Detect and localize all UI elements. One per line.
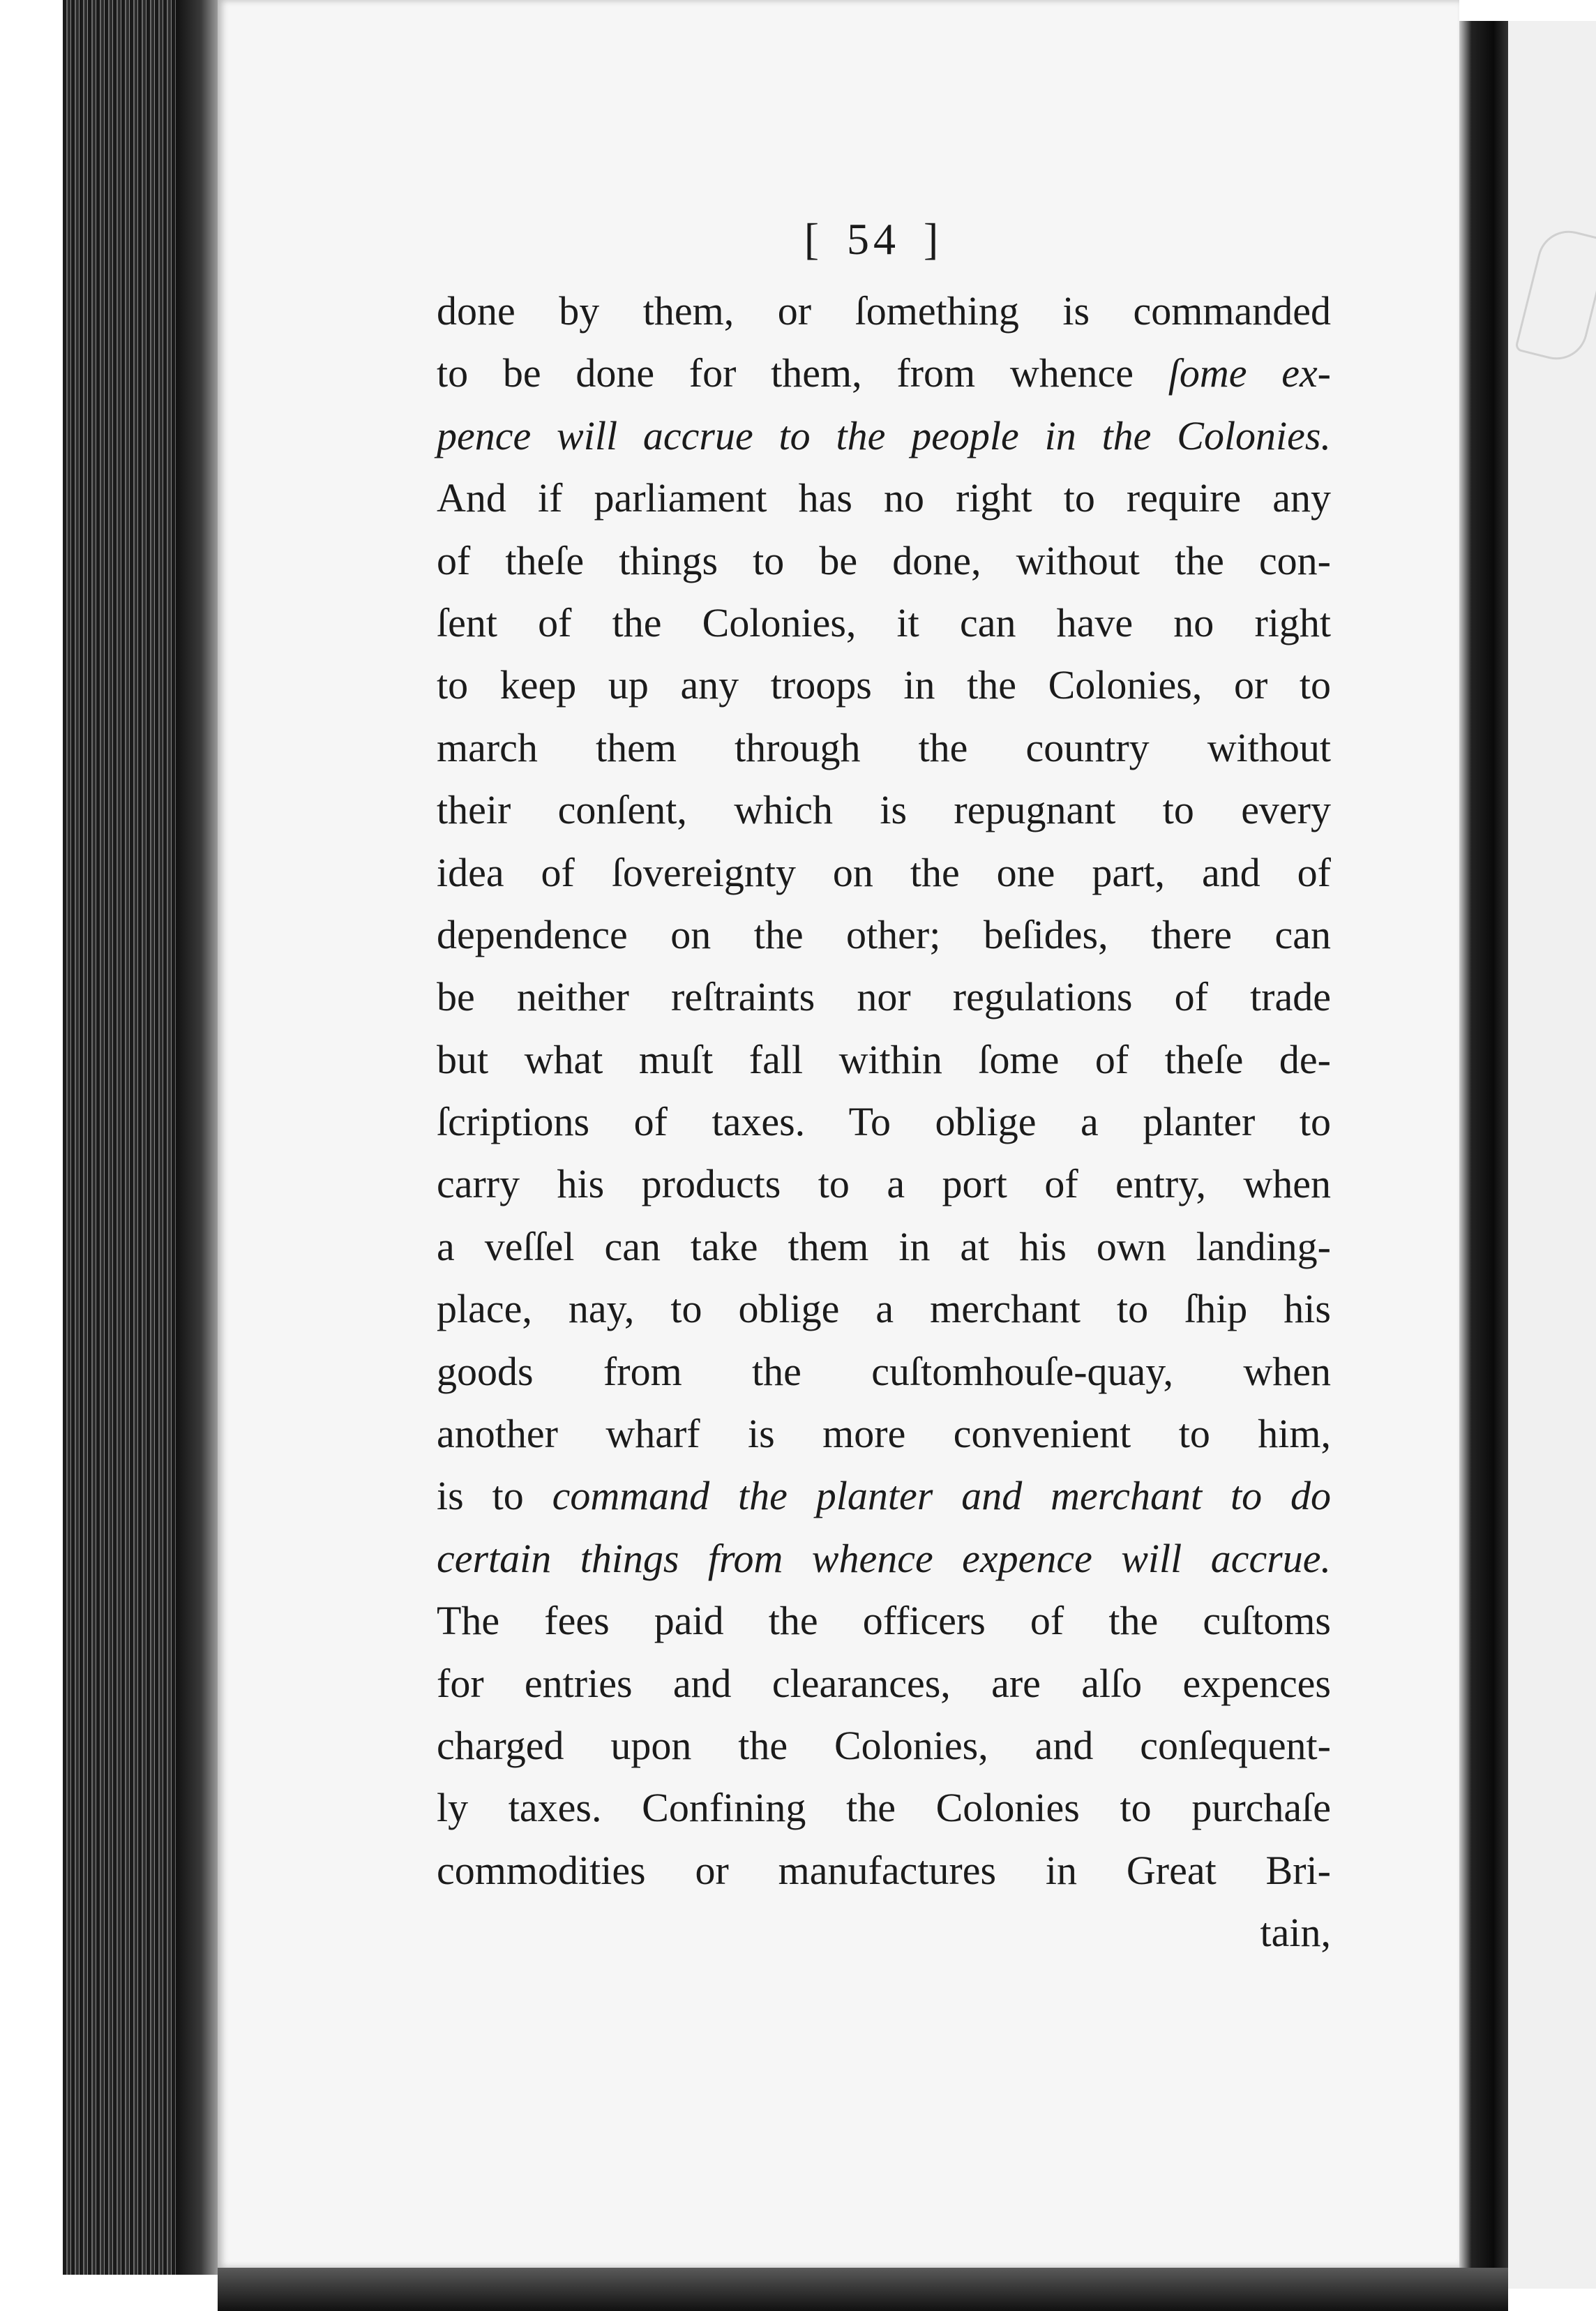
header-left-bracket: [ — [804, 214, 823, 264]
text-line — [437, 405, 1331, 467]
text-line — [437, 1216, 1331, 1278]
text-run: carry his products to a port of entry, when — [437, 1161, 1331, 1207]
text-run: charged upon the Colonies, and conſequent- — [437, 1722, 1331, 1768]
text-line — [437, 1652, 1331, 1714]
text-line — [437, 966, 1331, 1028]
page-header — [416, 199, 1331, 280]
text-run: The fees paid the officers of the cuſtoms — [437, 1598, 1331, 1644]
text-line — [437, 1901, 1331, 1964]
text-line — [437, 1029, 1331, 1091]
text-line — [437, 1839, 1331, 1901]
text-run: be neither reſtraints nor regulations of trade — [437, 974, 1331, 1020]
bottom-shadow — [218, 2268, 1508, 2311]
page-number: 54 — [847, 214, 900, 264]
text-line — [437, 842, 1331, 904]
text-line — [437, 1590, 1331, 1652]
text-run: ly taxes. Confining the Colonies to purchaſe — [437, 1785, 1331, 1831]
book-page-edges — [63, 0, 218, 2275]
text-line — [437, 717, 1331, 779]
facing-page-edge — [1508, 21, 1596, 2289]
text-run: another wharf is more convenient to him, — [437, 1411, 1331, 1457]
text-run: for entries and clearances, are alſo expences — [437, 1660, 1331, 1706]
text-run: commodities or manufactures in Great Bri- — [437, 1847, 1331, 1893]
text-line — [437, 654, 1331, 716]
text-run: their conſent, which is repugnant to every — [437, 787, 1331, 833]
text-run: goods from the cuſtomhouſe-quay, when — [437, 1348, 1331, 1394]
text-line — [437, 904, 1331, 966]
text-line — [437, 1403, 1331, 1465]
text-run: And if parliament has no right to require any — [437, 475, 1331, 521]
text-line — [437, 1278, 1331, 1340]
italic-text: command the planter and merchant to do — [552, 1473, 1331, 1519]
header-right-bracket: ] — [924, 214, 943, 264]
text-line — [437, 342, 1331, 404]
text-run: of theſe things to be done, without the con- — [437, 537, 1331, 583]
page-text — [437, 199, 1331, 1964]
text-run: but what muſt fall within ſome of theſe de- — [437, 1036, 1331, 1082]
text-line — [437, 779, 1331, 841]
text-line — [437, 280, 1331, 342]
text-run: dependence on the other; beſides, there can — [437, 911, 1331, 957]
italic-text: pence will accrue to the people in the Colonies. — [437, 412, 1331, 458]
text-line — [437, 1465, 1331, 1527]
text-run: march them through the country without — [437, 724, 1331, 770]
text-line — [437, 592, 1331, 654]
text-run: done by them, or ſomething is commanded — [437, 288, 1331, 334]
text-run: ſcriptions of taxes. To oblige a planter to — [437, 1099, 1331, 1145]
text-line — [437, 1714, 1331, 1777]
text-run: place, nay, to oblige a merchant to ſhip his — [437, 1286, 1331, 1332]
text-run: to keep up any troops in the Colonies, or to — [437, 662, 1331, 708]
text-line — [437, 1340, 1331, 1403]
text-run: to be done for them, from whence — [437, 350, 1168, 396]
text-line — [437, 530, 1331, 592]
text-line — [437, 467, 1331, 529]
text-line — [437, 1153, 1331, 1215]
italic-text: ſome ex- — [1168, 350, 1331, 396]
text-line — [437, 1527, 1331, 1590]
text-run: ſent of the Colonies, it can have no right — [437, 599, 1331, 645]
text-line — [437, 1091, 1331, 1153]
text-run: is to — [437, 1473, 552, 1519]
text-run: idea of ſovereignty on the one part, and of — [437, 849, 1331, 895]
body-text — [437, 280, 1331, 1964]
text-run: a veſſel can take them in at his own landing- — [437, 1223, 1331, 1269]
book-gutter — [1459, 21, 1508, 2282]
text-run: tain, — [1260, 1910, 1331, 1956]
text-line — [437, 1777, 1331, 1839]
italic-text: certain things from whence expence will accrue. — [437, 1535, 1331, 1581]
